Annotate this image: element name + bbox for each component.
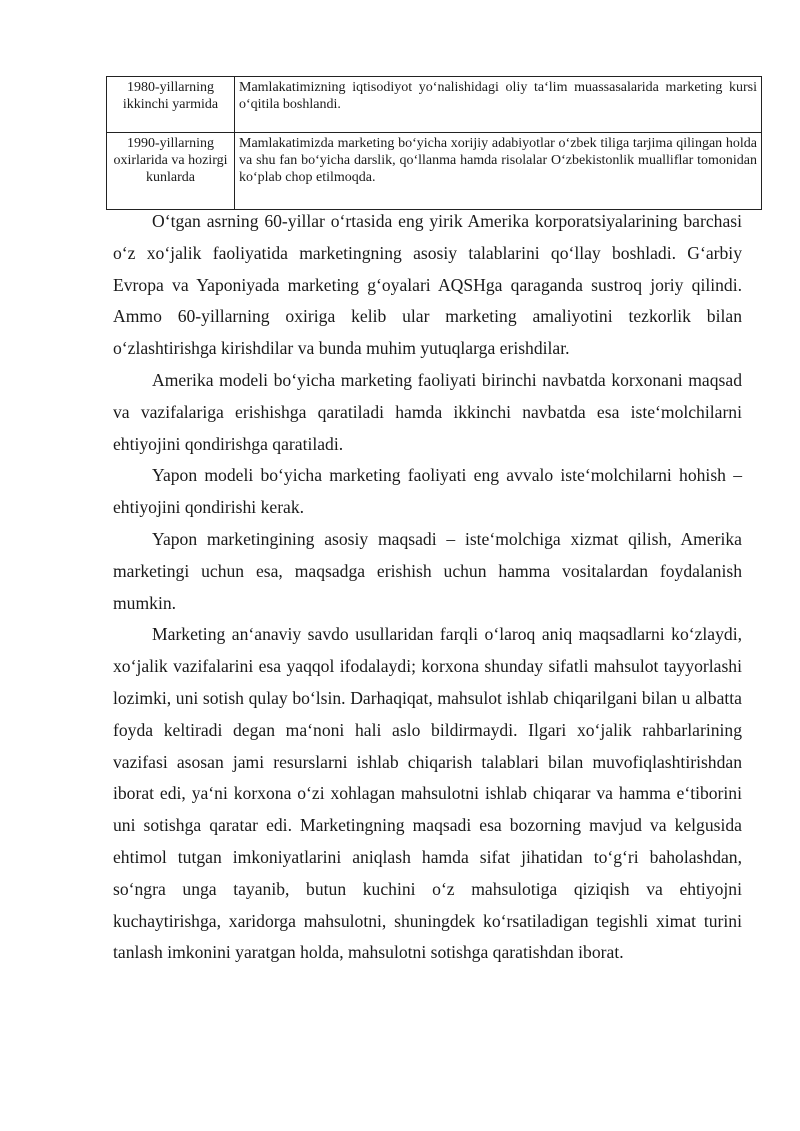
table-row [107,77,762,133]
paragraph: Marketing an‘anaviy savdo usullaridan farqli o‘laroq aniq maqsadlarni ko‘zlaydi, xo‘jalik vazifalarini esa yaqqol ifodalaydi; korxona shunday sifatli mahsulot tayyorlashi lozimki, uni sotish qulay bo‘lsin. Darhaqiqat, mahsulot ishlab chiqarilgani bilan u albatta foyda keltiradi degan ma‘noni hali aslo bildirmaydi. Ilgari xo‘jalik rahbarlarining vazifasi asosan jami resurslarni ishlab chiqarish talablari bilan muvofiqlashtirishdan iborat edi, ya‘ni korxona o‘zi xohlagan mahsulotni ishlab chiqarar va hamma e‘tiborini uni sotishga qaratar edi. Marketingning maqsadi esa bozorning mavjud va kelgusida ehtimol tutgan imkoniyatlarini aniqlash hamda sifat jihatidan to‘g‘ri baholashdan, so‘ngra unga tayanib, butun kuchini o‘z mahsulotiga qiziqish va ehtiyojni kuchaytirishga, xaridorga mahsulotni, shuningdek ko‘rsatiladigan tegishli ximat turini tanlash imkonini yaratgan holda, mahsulotni sotishga qaratishdan iborat. [113,624,742,963]
paragraph: O‘tgan asrning 60-yillar o‘rtasida eng yirik Amerika korporatsiyalarining barchasi o‘z xo‘jalik faoliyatida marketingning asosiy talablarini qo‘llay boshladi. G‘arbiy Evropa va Yaponiyada marketing g‘oyalari AQSHga qaraganda sustroq joriy qilindi. Ammo 60-yillarning oxiriga kelib ular marketing amaliyotini tezkorlik bilan o‘zlashtirishga kirishdilar va bunda muhim yutuqlarga erishdilar. [113,211,742,359]
body-text [113,206,742,969]
event-cell: Mamlakatimizning iqtisodiyot yo‘nalishidagi oliy ta‘lim muassasalarida marketing kursi o‘qitila boshlandi. [235,77,762,133]
paragraph: Amerika modeli bo‘yicha marketing faoliyati birinchi navbatda korxonani maqsad va vazifalariga erishishga qaratiladi hamda ikkinchi navbatda esa iste‘molchilarni ehtiyojini qondirishga qaratiladi. [113,369,742,454]
paragraph: Yapon modeli bo‘yicha marketing faoliyati eng avvalo iste‘molchilarni hohish – ehtiyojini qondirishi kerak. [113,465,742,518]
period-cell: 1980-yillarning ikkinchi yarmida [107,77,235,133]
marketing-history-table [106,76,762,210]
paragraph: Yapon marketingining asosiy maqsadi – iste‘molchiga xizmat qilish, Amerika marketingi uchun esa, maqsadga erishish uchun hamma vositalardan foydalanish mumkin. [113,528,742,613]
event-cell: Mamlakatimizda marketing bo‘yicha xorijiy adabiyotlar o‘zbek tiliga tarjima qilingan holda va shu fan bo‘yicha darslik, qo‘llanma hamda risolalar O‘zbekistonlik mualliflar tomonidan ko‘plab chop etilmoqda. [235,133,762,210]
period-cell: 1990-yillarning oxirlarida va hozirgi kunlarda [107,133,235,210]
table-row [107,133,762,210]
